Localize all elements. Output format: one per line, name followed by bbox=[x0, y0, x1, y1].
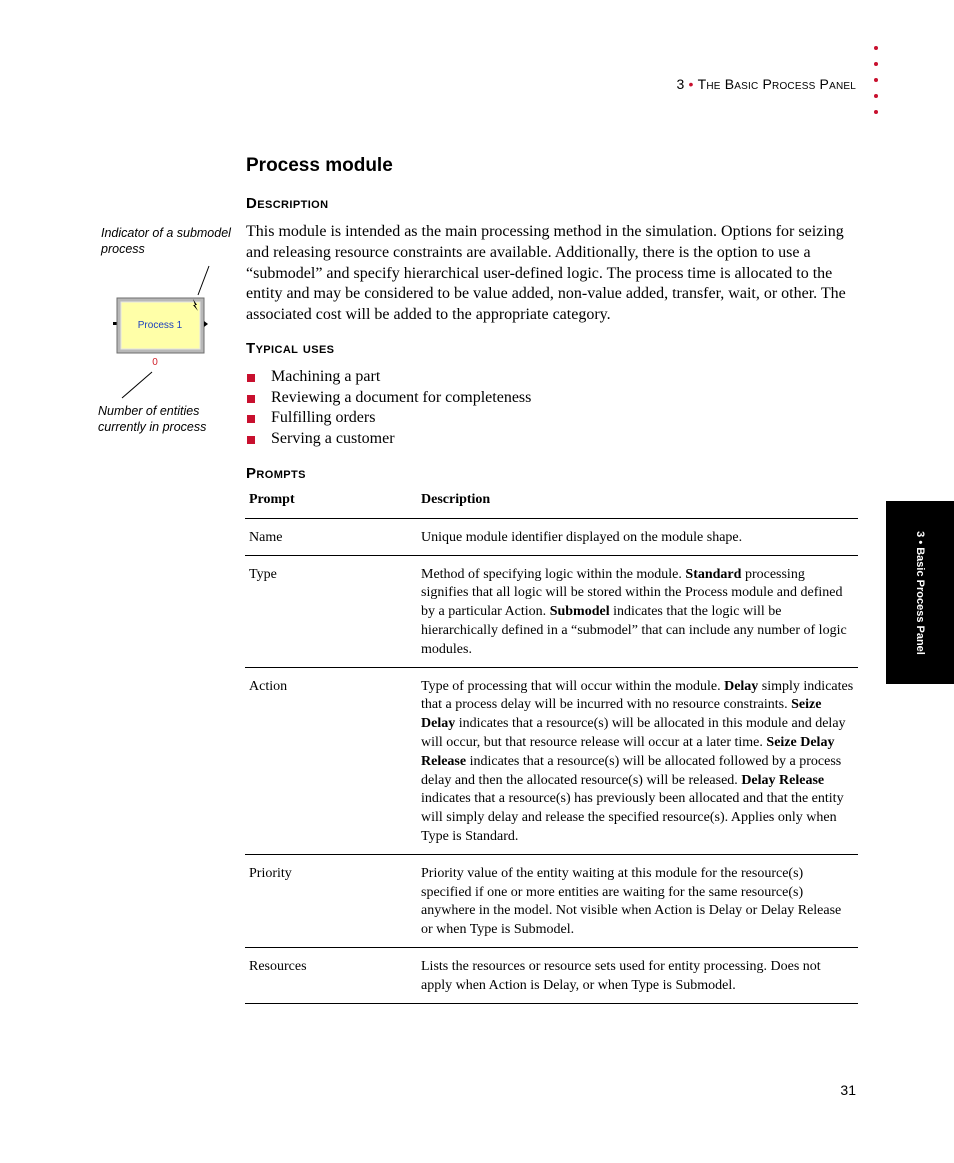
table-row bbox=[245, 947, 858, 1003]
description-text: Priority value of the entity waiting at this module for the resource(s) specified if one or more entities are waiting for the same resource(s) anywhere in the model. Not visible when Action is Delay or Delay Release or when Type is Submodel. bbox=[421, 865, 842, 938]
option-name: Standard bbox=[685, 566, 742, 582]
description-text: indicates that a resource(s) will be allocated in this module and delay will occur, but that resource release will occur at a later time. bbox=[421, 716, 846, 750]
list-item-text: Machining a part bbox=[271, 368, 381, 385]
description-text: processing signifies that all logic will be stored within the Process module and defined by a particular Action. bbox=[421, 566, 843, 620]
bullet-separator-icon: • bbox=[688, 76, 694, 92]
table-row bbox=[245, 854, 858, 947]
description-cell bbox=[417, 854, 858, 947]
description-cell bbox=[417, 947, 858, 1003]
table-row bbox=[245, 667, 858, 854]
side-tab-label: 3 • Basic Process Panel bbox=[914, 531, 926, 655]
typical-uses-list bbox=[246, 367, 531, 449]
module-input-connector-icon bbox=[113, 322, 117, 325]
running-head bbox=[676, 76, 856, 92]
description-text: indicates that a resource(s) has previously been allocated and that the entity will simply delay and release the specified resource(s). Applies only when Type is Standard. bbox=[421, 791, 844, 844]
prompts-heading: Prompts bbox=[246, 465, 306, 482]
table-row bbox=[245, 518, 858, 555]
description-text: Lists the resources or resource sets used for entity processing. Does not apply when Action is Delay, or when Type is Submodel. bbox=[421, 958, 821, 993]
prompts-table bbox=[245, 491, 858, 1004]
description-text: indicates that the logic will be hierarchically defined in a “submodel” that can include any number of logic modules. bbox=[421, 604, 847, 657]
chapter-side-tab bbox=[886, 501, 954, 684]
typical-uses-heading: Typical uses bbox=[246, 340, 335, 357]
list-item bbox=[246, 388, 531, 409]
description-paragraph: This module is intended as the main processing method in the simulation. Options for seizing and releasing resource constraints are available. Additionally, there is the option to use a “submodel” and specify hierarchical user-defined logic. The process time is allocated to the entity and may be considered to be value added, non-value added, transfer, wait, or other. The associated cost will be added to the appropriate category. bbox=[246, 223, 846, 324]
option-name: Seize Delay bbox=[421, 697, 822, 732]
table-header-row bbox=[245, 491, 858, 518]
list-item-text: Fulfilling orders bbox=[271, 409, 376, 427]
prompt-cell: Priority bbox=[245, 854, 417, 947]
description-cell bbox=[417, 555, 858, 667]
description-heading: Description bbox=[246, 195, 329, 212]
description-text: Unique module identifier displayed on the module shape. bbox=[421, 529, 743, 545]
prompts-table-body bbox=[245, 518, 858, 1003]
list-item bbox=[246, 408, 531, 429]
callout-leader-line-bottom bbox=[122, 372, 152, 398]
list-item bbox=[246, 429, 531, 450]
square-bullet-icon bbox=[247, 415, 255, 423]
page-number: 31 bbox=[840, 1082, 856, 1098]
chapter-number: 3 bbox=[676, 76, 685, 92]
description-cell bbox=[417, 518, 858, 555]
module-label: Process 1 bbox=[137, 320, 183, 331]
description-cell bbox=[417, 667, 858, 854]
process-module-figure bbox=[100, 262, 230, 402]
prompt-cell: Resources bbox=[245, 947, 417, 1003]
square-bullet-icon bbox=[247, 436, 255, 444]
table-row bbox=[245, 555, 858, 667]
square-bullet-icon bbox=[247, 395, 255, 403]
description-text: simply indicates that a process delay will be incurred with no resource constraints. bbox=[421, 678, 854, 713]
list-item bbox=[246, 367, 531, 388]
column-header-prompt: Prompt bbox=[245, 491, 417, 518]
description-text: Type of processing that will occur within the module. bbox=[421, 678, 725, 694]
dot-icon bbox=[874, 94, 878, 98]
prompt-cell: Action bbox=[245, 667, 417, 854]
dot-icon bbox=[874, 78, 878, 82]
option-name: Seize Delay Release bbox=[421, 734, 835, 769]
list-item-text: Serving a customer bbox=[271, 429, 395, 447]
prompt-cell: Name bbox=[245, 518, 417, 555]
module-output-connector-icon bbox=[204, 321, 208, 327]
entity-count: 0 bbox=[152, 357, 158, 368]
callout-leader-line-top bbox=[198, 266, 209, 295]
chapter-title: The Basic Process Panel bbox=[697, 76, 856, 92]
description-text: indicates that a resource(s) will be allocated followed by a process delay and then the allocated resource(s) will be released. bbox=[421, 753, 842, 788]
list-item-text: Reviewing a document for completeness bbox=[271, 388, 532, 406]
dot-icon bbox=[874, 46, 878, 50]
prompt-cell: Type bbox=[245, 555, 417, 667]
square-bullet-icon bbox=[247, 374, 255, 382]
margin-dots-decoration bbox=[872, 46, 882, 126]
option-name: Delay Release bbox=[741, 772, 825, 788]
entity-count-callout: Number of entities currently in process bbox=[98, 404, 207, 434]
column-header-description: Description bbox=[417, 491, 858, 518]
option-name: Submodel bbox=[549, 604, 610, 620]
dot-icon bbox=[874, 110, 878, 114]
description-text: Method of specifying logic within the module. bbox=[421, 566, 686, 582]
dot-icon bbox=[874, 62, 878, 66]
section-title: Process module bbox=[246, 155, 393, 176]
option-name: Delay bbox=[724, 678, 759, 694]
submodel-indicator-callout: Indicator of a submodel process bbox=[101, 226, 231, 256]
